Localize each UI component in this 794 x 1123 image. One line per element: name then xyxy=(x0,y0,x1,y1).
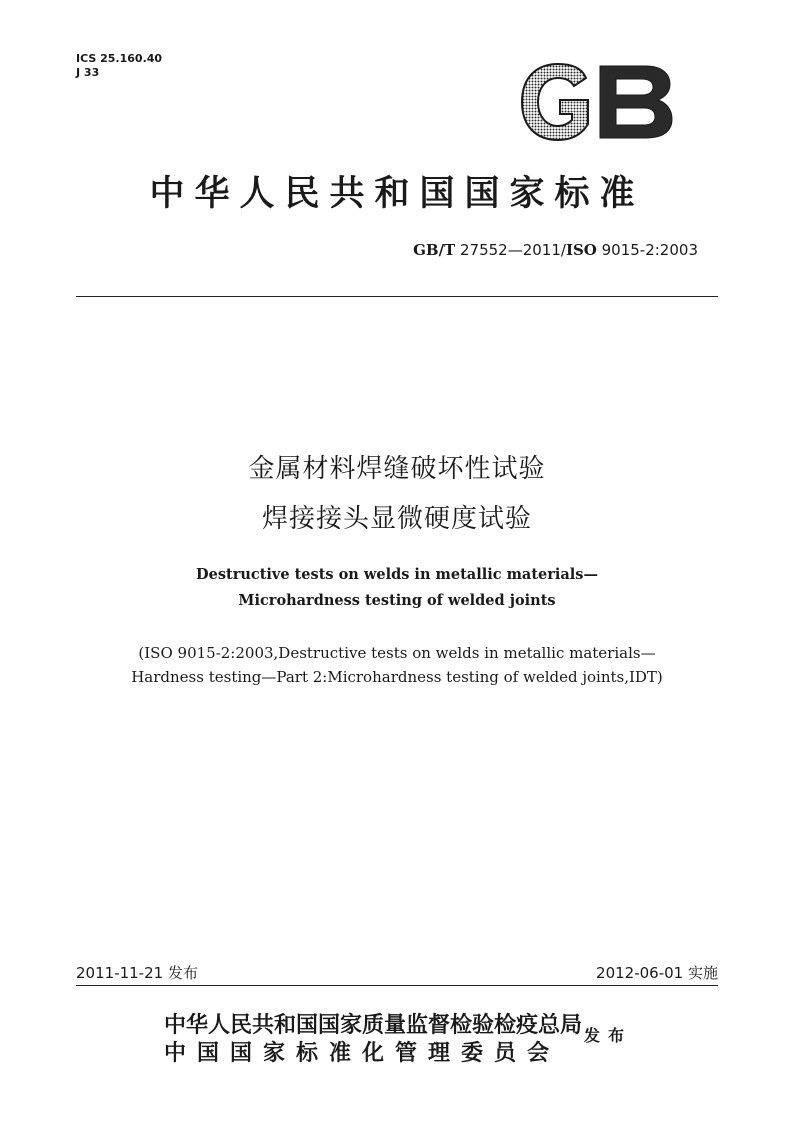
standard-number-iso: ISO xyxy=(565,241,597,259)
header-divider xyxy=(76,296,718,297)
standard-number-prefix: GB/T xyxy=(413,241,456,259)
standard-number-mid: 27552—2011/ xyxy=(455,241,566,259)
iso-reference-line1: (ISO 9015-2:2003,Destructive tests on welds in metallic materials— xyxy=(138,644,656,662)
standard-title: 中华人民共和国国家标准 xyxy=(149,173,645,214)
ccs-code: J 33 xyxy=(76,66,100,79)
issuer-aqsiq: 中华人民共和国国家质量监督检验检疫总局 xyxy=(164,1012,583,1038)
title-cn-line1: 金属材料焊缝破坏性试验 xyxy=(248,454,546,484)
standard-number xyxy=(413,241,698,259)
title-cn-line2: 焊接接头显微硬度试验 xyxy=(261,504,532,534)
title-en-line2: Microhardness testing of welded joints xyxy=(238,592,556,609)
issue-date: 2011-11-21 发布 xyxy=(76,964,198,982)
classification-codes xyxy=(76,52,162,80)
issuer-sac: 中国国家标准化管理委员会 xyxy=(164,1040,561,1066)
gb-logo xyxy=(516,62,676,142)
implementation-date: 2012-06-01 实施 xyxy=(596,964,718,982)
title-en-line1: Destructive tests on welds in metallic materials— xyxy=(196,566,598,583)
standard-number-suffix: 9015-2:2003 xyxy=(596,241,698,259)
publish-label: 发布 xyxy=(584,1026,633,1045)
footer-divider xyxy=(76,985,718,986)
ics-code: ICS 25.160.40 xyxy=(76,52,163,65)
iso-reference-line2: Hardness testing—Part 2:Microhardness testing of welded joints,IDT) xyxy=(131,668,663,686)
